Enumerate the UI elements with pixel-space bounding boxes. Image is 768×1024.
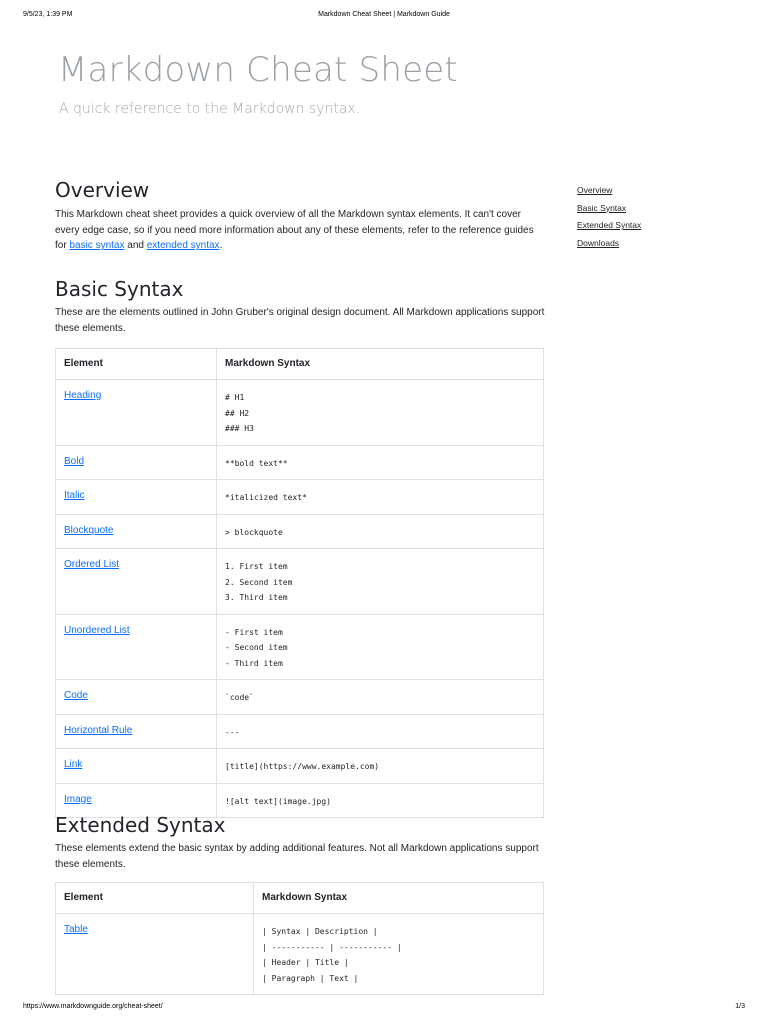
extended-syntax-table [55,882,544,995]
syntax-code-line: | Syntax | Description | [262,927,378,936]
toc-link-downloads[interactable]: Downloads [577,237,620,248]
syntax-cell [217,514,544,549]
toc-link-basic-syntax[interactable]: Basic Syntax [577,202,627,213]
print-date: 9/5/23, 1:39 PM [23,11,73,18]
overview-text-after: . [219,240,223,252]
element-cell [56,380,217,446]
table-row [56,714,544,749]
syntax-cell [254,914,544,995]
extended-syntax-heading: Extended Syntax [55,813,226,837]
overview-text [55,207,545,254]
element-cell [56,680,217,715]
page-title: Markdown Cheat Sheet [58,50,458,90]
table-row [56,914,544,995]
element-link-link[interactable]: Link [64,759,83,770]
overview-heading: Overview [55,178,150,202]
syntax-code-line: 3. Third item [225,593,288,602]
syntax-code-line: - Third item [225,658,283,668]
syntax-code-line: **bold text** [225,458,288,468]
element-link-unordered-list[interactable]: Unordered List [64,624,130,636]
basic-syntax-link[interactable]: basic syntax [69,240,125,252]
element-link-heading[interactable]: Heading [64,390,102,401]
column-header-element: Element [56,883,254,914]
syntax-code-line: 2. Second item [225,577,293,587]
syntax-code-line: ## H2 [225,408,250,418]
table-header-row [56,883,544,914]
element-cell [56,614,217,680]
print-document-title: Markdown Cheat Sheet | Markdown Guide [318,11,450,18]
page-subtitle: A quick reference to the Markdown syntax. [59,101,361,117]
extended-syntax-section [55,813,545,872]
element-cell [56,549,217,615]
element-link-ordered-list[interactable]: Ordered List [64,559,120,570]
basic-syntax-heading: Basic Syntax [55,277,184,301]
table-row [56,380,544,446]
column-header-element: Element [56,349,217,380]
table-row [56,480,544,515]
syntax-cell [217,714,544,749]
overview-text-before: This Markdown cheat sheet provides a quick overview of all the Markdown syntax elements. It can't cover every edge case, so if you need more information about any of these elements, refer to the reference guides for [55,209,534,252]
syntax-code-line: | Paragraph | Text | [262,973,359,983]
element-cell [56,480,217,515]
overview-text-mid: and [124,240,147,252]
element-link-italic[interactable]: Italic [64,490,85,501]
table-row [56,680,544,715]
table-row [56,614,544,680]
syntax-code-line: | ----------- | ----------- | [262,942,402,952]
basic-syntax-text: These are the elements outlined in John Gruber's original design document. All Markdown applications support these elements. [55,307,545,334]
element-link-image[interactable]: Image [64,793,92,805]
basic-syntax-section [55,277,545,336]
print-url: https://www.markdownguide.org/cheat-sheet/ [23,1003,163,1010]
extended-syntax-link[interactable]: extended syntax [146,240,220,252]
print-page-number: 1/3 [735,1003,745,1010]
element-link-blockquote[interactable]: Blockquote [64,524,114,536]
syntax-cell [217,749,544,784]
syntax-code-line: # H1 [225,393,245,402]
syntax-code-line: *italicized text* [225,493,307,502]
element-link-bold[interactable]: Bold [64,455,85,467]
overview-section [55,178,545,254]
syntax-cell [217,380,544,446]
element-cell [56,714,217,749]
table-row [56,514,544,549]
syntax-cell [217,445,544,480]
extended-syntax-text: These elements extend the basic syntax by adding additional features. Not all Markdown applications support these elements. [55,843,539,870]
table-row [56,549,544,615]
table-row [56,445,544,480]
element-cell [56,914,254,995]
syntax-code-line: ![alt text](image.jpg) [225,796,331,806]
syntax-code-line: `code` [225,693,254,702]
element-cell [56,749,217,784]
element-link-horizontal-rule[interactable]: Horizontal Rule [64,724,133,736]
table-row [56,749,544,784]
syntax-cell [217,549,544,615]
column-header-markdown-syntax: Markdown Syntax [217,349,544,380]
element-link-code[interactable]: Code [64,690,88,701]
syntax-cell [217,480,544,515]
toc-link-overview[interactable]: Overview [577,185,613,195]
syntax-code-line: 1. First item [225,562,288,571]
element-cell [56,445,217,480]
syntax-code-line: | Header | Title | [262,958,349,967]
syntax-code-line: > blockquote [225,527,283,537]
element-link-table[interactable]: Table [64,924,88,935]
column-header-markdown-syntax: Markdown Syntax [254,883,544,914]
syntax-code-line: --- [225,727,240,737]
element-cell [56,514,217,549]
syntax-code-line: - First item [225,627,283,637]
syntax-cell [217,614,544,680]
table-of-contents [577,185,641,255]
toc-link-extended-syntax[interactable]: Extended Syntax [577,220,642,231]
syntax-code-line: ### H3 [225,424,254,433]
table-header-row [56,349,544,380]
syntax-code-line: - Second item [225,643,288,652]
syntax-cell [217,680,544,715]
basic-syntax-table [55,348,544,818]
syntax-code-line: [title](https://www.example.com) [225,762,380,771]
